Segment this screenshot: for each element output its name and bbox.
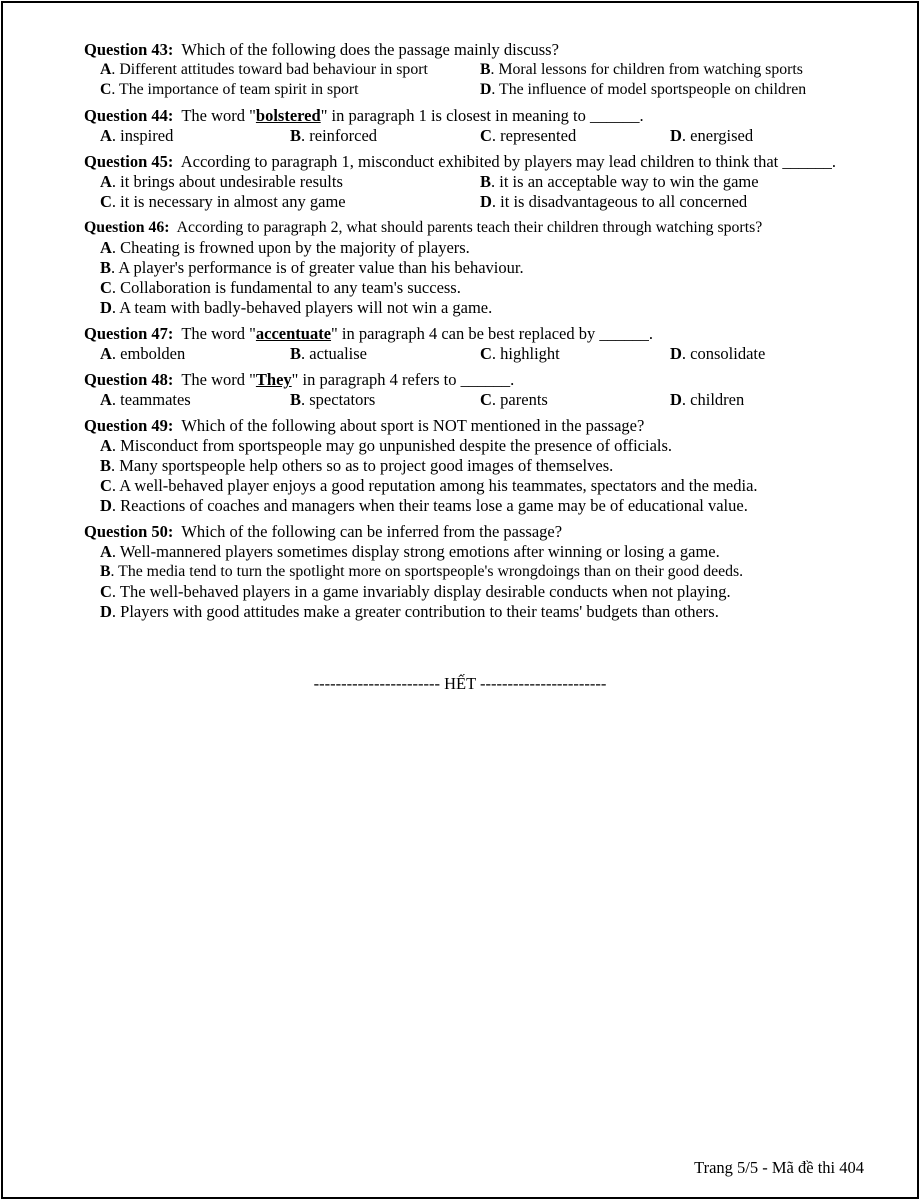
option-text: energised xyxy=(690,126,754,145)
option-text: The influence of model sportspeople on children xyxy=(499,81,807,98)
option-letter: B xyxy=(290,126,302,145)
option-text: The importance of team spirit in sport xyxy=(119,81,359,98)
option-a: A. Different attitudes toward bad behaviour in sport xyxy=(100,61,428,78)
question-block xyxy=(84,370,860,410)
question-stem xyxy=(84,40,860,60)
option-letter: C xyxy=(480,390,492,409)
option-d: D. energised xyxy=(670,126,754,145)
option-letter: B xyxy=(100,456,112,475)
page-footer: Trang 5/5 - Mã đề thi 404 xyxy=(694,1158,864,1177)
option-letter: C xyxy=(480,344,492,363)
option-letter: A xyxy=(100,542,112,561)
option-c: C. Collaboration is fundamental to any team's success. xyxy=(100,278,461,297)
option-text: Many sportspeople help others so as to project good images of themselves. xyxy=(119,456,614,475)
option-b: B. Moral lessons for children from watching sports xyxy=(480,61,803,78)
option-text: Misconduct from sportspeople may go unpunished despite the presence of officials. xyxy=(120,436,673,455)
option-text: children xyxy=(690,390,745,409)
option-letter: A xyxy=(100,238,112,257)
option-text: Collaboration is fundamental to any team's success. xyxy=(120,278,461,297)
option-letter: D xyxy=(100,298,112,317)
option-d: D. children xyxy=(670,390,745,409)
option-letter: A xyxy=(100,344,112,363)
options-row xyxy=(84,562,860,582)
options-row xyxy=(84,126,860,146)
option-letter: D xyxy=(100,496,112,515)
question-text-after: " in paragraph 1 is closest in meaning to ______. xyxy=(320,106,644,125)
question-block xyxy=(84,218,860,318)
options-row xyxy=(84,298,860,318)
option-text: Well-mannered players sometimes display strong emotions after winning or losing a game. xyxy=(119,542,720,561)
option-b: B. actualise xyxy=(290,344,367,363)
question-number: Question 44: xyxy=(84,106,174,125)
options-row xyxy=(84,192,860,212)
question-stem xyxy=(84,106,860,126)
option-letter: B xyxy=(100,258,112,277)
option-letter: C xyxy=(100,81,112,98)
question-text: Which of the following about sport is NOT mentioned in the passage? xyxy=(181,416,645,435)
keyword: bolstered xyxy=(255,106,321,125)
option-text: embolden xyxy=(120,344,186,363)
option-c: C. parents xyxy=(480,390,548,409)
option-letter: A xyxy=(100,436,112,455)
option-letter: C xyxy=(480,126,492,145)
question-text-after: " in paragraph 4 can be best replaced by ______. xyxy=(331,324,653,343)
options-row xyxy=(84,542,860,562)
question-stem xyxy=(84,324,860,344)
option-text: Moral lessons for children from watching sports xyxy=(498,61,803,78)
options-row xyxy=(84,60,860,80)
option-text: inspired xyxy=(120,126,174,145)
keyword: accentuate xyxy=(255,324,332,343)
option-text: A team with badly-behaved players will not win a game. xyxy=(119,298,493,317)
options-row xyxy=(84,456,860,476)
end-marker: ----------------------- HẾT ----------------------- xyxy=(313,674,607,693)
option-letter: D xyxy=(670,390,682,409)
option-b: B. spectators xyxy=(290,390,376,409)
exam-content xyxy=(84,40,860,628)
options-row xyxy=(84,172,860,192)
options-row xyxy=(84,258,860,278)
option-b: B. The media tend to turn the spotlight more on sportspeople's wrongdoings than on their good deeds. xyxy=(100,563,744,580)
option-text: A player's performance is of greater value than his behaviour. xyxy=(118,258,524,277)
options-row xyxy=(84,436,860,456)
question-text: The word " xyxy=(181,370,256,389)
option-letter: D xyxy=(480,81,492,98)
option-letter: B xyxy=(100,563,111,580)
option-letter: D xyxy=(670,126,682,145)
option-d: D. it is disadvantageous to all concerned xyxy=(480,192,748,211)
options-row xyxy=(84,238,860,258)
question-text: The word " xyxy=(181,106,256,125)
question-block xyxy=(84,152,860,212)
question-text: Which of the following does the passage mainly discuss? xyxy=(181,40,559,59)
option-a: A. it brings about undesirable results xyxy=(100,172,343,191)
question-text: The word " xyxy=(181,324,256,343)
options-row xyxy=(84,390,860,410)
option-letter: C xyxy=(100,476,112,495)
option-text: it is necessary in almost any game xyxy=(120,192,346,211)
option-text: The media tend to turn the spotlight more on sportspeople's wrongdoings than on their good deeds. xyxy=(118,563,744,580)
option-letter: A xyxy=(100,172,112,191)
option-letter: C xyxy=(100,278,112,297)
question-text: According to paragraph 2, what should parents teach their children through watching sports? xyxy=(176,219,763,236)
option-letter: A xyxy=(100,126,112,145)
option-text: it is an acceptable way to win the game xyxy=(499,172,759,191)
option-letter: D xyxy=(480,192,492,211)
options-row xyxy=(84,602,860,622)
option-a: A. Cheating is frowned upon by the majority of players. xyxy=(100,238,470,257)
option-c: C. represented xyxy=(480,126,577,145)
question-stem xyxy=(84,152,860,172)
question-number: Question 50: xyxy=(84,522,174,541)
options-row xyxy=(84,496,860,516)
option-c: C. A well-behaved player enjoys a good reputation among his teammates, spectators and the media. xyxy=(100,476,758,495)
option-text: represented xyxy=(500,126,577,145)
keyword: They xyxy=(255,370,292,389)
option-c: C. The well-behaved players in a game invariably display desirable conducts when not playing. xyxy=(100,582,731,601)
question-number: Question 46: xyxy=(84,219,170,236)
question-number: Question 43: xyxy=(84,40,174,59)
option-text: The well-behaved players in a game invariably display desirable conducts when not playing. xyxy=(119,582,731,601)
question-stem xyxy=(84,522,860,542)
options-row xyxy=(84,582,860,602)
option-a: A. inspired xyxy=(100,126,174,145)
option-a: A. teammates xyxy=(100,390,191,409)
option-text: it is disadvantageous to all concerned xyxy=(500,192,748,211)
option-text: it brings about undesirable results xyxy=(120,172,343,191)
option-text: actualise xyxy=(309,344,367,363)
option-letter: D xyxy=(100,602,112,621)
option-c: C. The importance of team spirit in sport xyxy=(100,81,359,98)
option-b: B. reinforced xyxy=(290,126,378,145)
question-stem xyxy=(84,218,860,238)
options-row xyxy=(84,278,860,298)
question-number: Question 47: xyxy=(84,324,174,343)
option-text: highlight xyxy=(500,344,560,363)
option-letter: A xyxy=(100,390,112,409)
question-block xyxy=(84,324,860,364)
option-text: parents xyxy=(500,390,548,409)
question-text: According to paragraph 1, misconduct exhibited by players may lead children to think that ______. xyxy=(180,152,836,171)
question-number: Question 45: xyxy=(84,152,174,171)
options-row xyxy=(84,80,860,100)
option-letter: D xyxy=(670,344,682,363)
option-b: B. it is an acceptable way to win the game xyxy=(480,172,759,191)
options-row xyxy=(84,476,860,496)
option-letter: C xyxy=(100,192,112,211)
option-text: Cheating is frowned upon by the majority of players. xyxy=(120,238,470,257)
option-d: D. Reactions of coaches and managers when their teams lose a game may be of educational value. xyxy=(100,496,748,515)
option-letter: B xyxy=(290,390,302,409)
option-b: B. Many sportspeople help others so as to project good images of themselves. xyxy=(100,456,614,475)
option-a: A. Well-mannered players sometimes display strong emotions after winning or losing a game. xyxy=(100,542,720,561)
question-text: Which of the following can be inferred from the passage? xyxy=(181,522,563,541)
option-text: reinforced xyxy=(309,126,378,145)
option-d: D. The influence of model sportspeople on children xyxy=(480,81,807,98)
question-block xyxy=(84,416,860,516)
option-letter: B xyxy=(480,172,492,191)
question-stem xyxy=(84,416,860,436)
option-text: Different attitudes toward bad behaviour in sport xyxy=(119,61,428,78)
option-d: D. consolidate xyxy=(670,344,766,363)
option-d: D. A team with badly-behaved players will not win a game. xyxy=(100,298,493,317)
option-letter: B xyxy=(480,61,491,78)
option-letter: A xyxy=(100,61,112,78)
options-row xyxy=(84,344,860,364)
option-text: A well-behaved player enjoys a good reputation among his teammates, spectators and the media. xyxy=(119,476,758,495)
option-b: B. A player's performance is of greater value than his behaviour. xyxy=(100,258,524,277)
question-number: Question 48: xyxy=(84,370,174,389)
question-number: Question 49: xyxy=(84,416,174,435)
question-stem xyxy=(84,370,860,390)
option-letter: B xyxy=(290,344,302,363)
option-a: A. Misconduct from sportspeople may go unpunished despite the presence of officials. xyxy=(100,436,673,455)
option-text: Players with good attitudes make a greater contribution to their teams' budgets than others. xyxy=(120,602,719,621)
option-c: C. highlight xyxy=(480,344,560,363)
option-text: consolidate xyxy=(690,344,766,363)
option-text: spectators xyxy=(309,390,376,409)
question-block xyxy=(84,40,860,100)
option-letter: C xyxy=(100,582,112,601)
question-text-after: " in paragraph 4 refers to ______. xyxy=(291,370,515,389)
question-block xyxy=(84,106,860,146)
option-c: C. it is necessary in almost any game xyxy=(100,192,346,211)
option-text: teammates xyxy=(120,390,191,409)
option-a: A. embolden xyxy=(100,344,186,363)
option-text: Reactions of coaches and managers when their teams lose a game may be of educational value. xyxy=(120,496,748,515)
option-d: D. Players with good attitudes make a greater contribution to their teams' budgets than others. xyxy=(100,602,719,621)
question-block xyxy=(84,522,860,622)
